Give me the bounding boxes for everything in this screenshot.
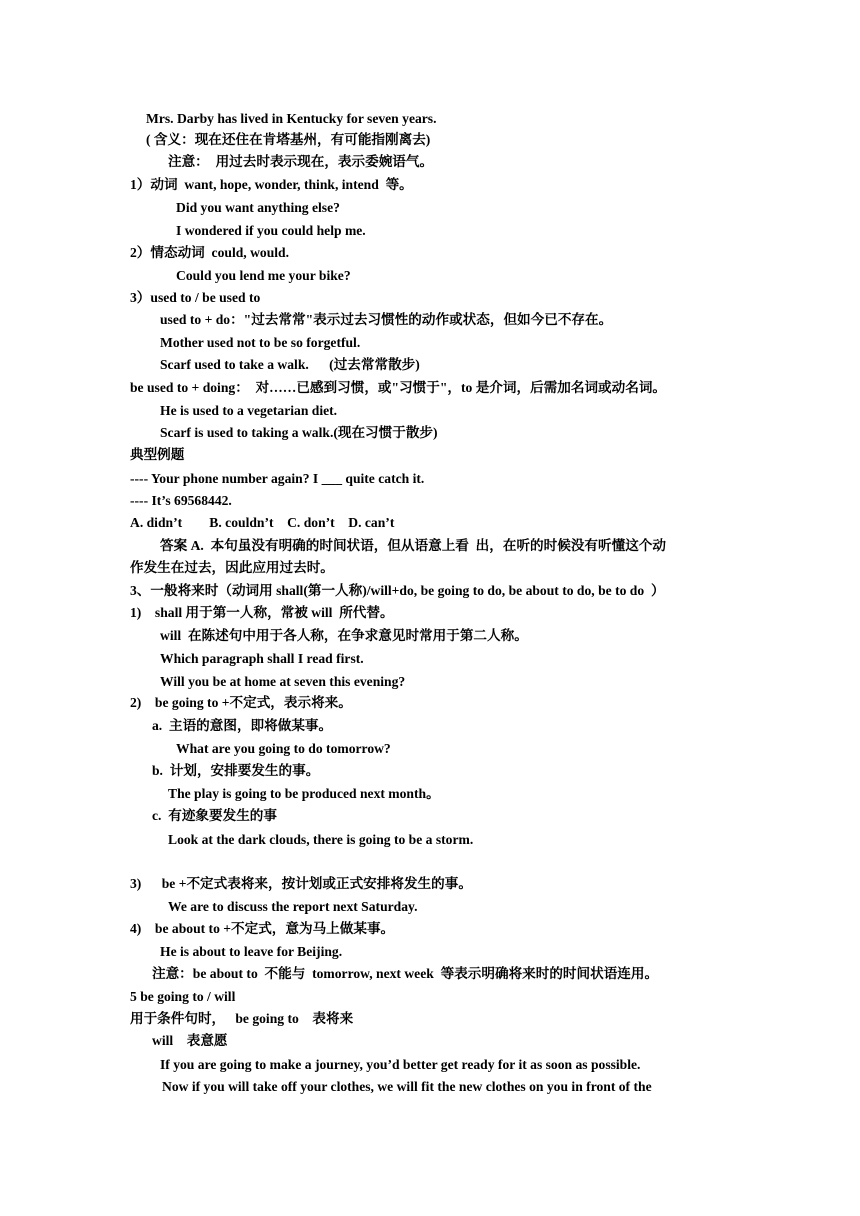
- text-line: 3) be +不定式表将来，按计划或正式安排将发生的事。: [130, 876, 472, 891]
- text-line: Which paragraph shall I read first.: [160, 651, 364, 666]
- text-line: 注意：be about to 不能与 tomorrow, next week 等表示明确将来时的时间状语连用。: [152, 966, 659, 981]
- text-line: ---- It’s 69568442.: [130, 493, 232, 508]
- text-line: a. 主语的意图，即将做某事。: [152, 718, 333, 733]
- text-line: Scarf is used to taking a walk.(现在习惯于散步): [160, 425, 438, 440]
- text-line: Mother used not to be so forgetful.: [160, 335, 361, 350]
- text-line: 答案 A. 本句虽没有明确的时间状语，但从语意上看 出，在听的时候没有听懂这个动: [160, 538, 666, 553]
- text-line: 2）情态动词 could, would.: [130, 245, 289, 260]
- text-line: Scarf used to take a walk. (过去常常散步): [160, 357, 420, 372]
- text-line: 1) shall 用于第一人称，常被 will 所代替。: [130, 605, 394, 620]
- text-line: 4) be about to +不定式，意为马上做某事。: [130, 921, 395, 936]
- text-line: We are to discuss the report next Saturday.: [168, 899, 418, 914]
- text-line: b. 计划，安排要发生的事。: [152, 763, 320, 778]
- text-line: He is used to a vegetarian diet.: [160, 403, 338, 418]
- text-line: A. didn’t B. couldn’t C. don’t D. can’t: [130, 515, 395, 530]
- text-line: I wondered if you could help me.: [176, 223, 366, 238]
- text-line: 2) be going to +不定式，表示将来。: [130, 695, 352, 710]
- text-line: ---- Your phone number again? I ___ quite catch it.: [130, 471, 425, 486]
- text-line: 3）used to / be used to: [130, 290, 261, 305]
- text-line: 5 be going to / will: [130, 989, 236, 1004]
- text-line: will 表意愿: [152, 1033, 228, 1048]
- text-line: Did you want anything else?: [176, 200, 340, 215]
- text-line: 用于条件句时， be going to 表将来: [130, 1011, 354, 1026]
- text-line: Look at the dark clouds, there is going to be a storm.: [168, 832, 474, 847]
- text-line: 典型例题: [130, 447, 185, 462]
- text-line: Mrs. Darby has lived in Kentucky for seven years.: [146, 111, 437, 126]
- text-line: 1）动词 want, hope, wonder, think, intend 等。: [130, 177, 413, 192]
- text-line: ( 含义：现在还住在肯塔基州，有可能指刚离去): [146, 132, 431, 147]
- text-line: used to + do："过去常常"表示过去习惯性的动作或状态，但如今已不存在。: [160, 312, 613, 327]
- text-line: What are you going to do tomorrow?: [176, 741, 391, 756]
- text-line: If you are going to make a journey, you’d better get ready for it as soon as possible.: [160, 1057, 641, 1072]
- text-line: c. 有迹象要发生的事: [152, 808, 277, 823]
- text-line: He is about to leave for Beijing.: [160, 944, 343, 959]
- text-line: Will you be at home at seven this evening?: [160, 674, 406, 689]
- text-line: Now if you will take off your clothes, we will fit the new clothes on you in front of the: [162, 1079, 652, 1094]
- text-line: Could you lend me your bike?: [176, 268, 351, 283]
- text-line: The play is going to be produced next month。: [168, 786, 440, 801]
- text-line: be used to + doing： 对……已感到习惯，或"习惯于"，to 是介词，后需加名词或动名词。: [130, 380, 667, 395]
- text-line: will 在陈述句中用于各人称，在争求意见时常用于第二人称。: [160, 628, 528, 643]
- text-line: 3、一般将来时（动词用 shall(第一人称)/will+do, be going to do, be about to do, be to do ）: [130, 583, 665, 598]
- text-line: 注意： 用过去时表示现在，表示委婉语气。: [168, 154, 434, 169]
- text-line: 作发生在过去，因此应用过去时。: [130, 560, 334, 575]
